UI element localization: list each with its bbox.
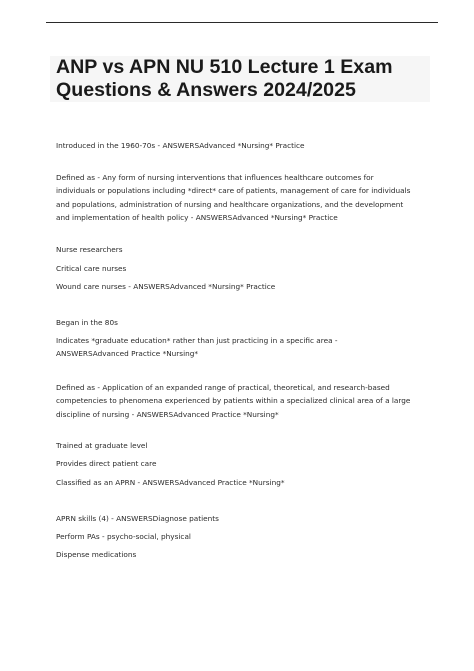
paragraph: Dispense medications xyxy=(56,550,137,559)
paragraph: Critical care nurses xyxy=(56,264,127,273)
document-title xyxy=(56,56,434,102)
paragraph: Defined as - Application of an expanded range of practical, theoretical, and research-based competencies to phenomena experienced by patients within a specialized clinical area of a large discipline of nursing - ANSWERSAdvanced Practice *Nursing* xyxy=(56,383,411,419)
paragraph: Introduced in the 1960-70s - ANSWERSAdvanced *Nursing* Practice xyxy=(56,141,305,150)
paragraph: Defined as - Any form of nursing interventions that influences healthcare outcomes for individuals or populations including *direct* care of patients, management of care for individuals and populations, administration of nursing and healthcare organizations, and the development and implementation of health policy - ANSWERSAdvanced *Nursing* Practice xyxy=(56,173,411,222)
paragraph: Trained at graduate level xyxy=(56,441,148,450)
paragraph: Wound care nurses - ANSWERSAdvanced *Nursing* Practice xyxy=(56,282,276,291)
paragraph: Classified as an APRN - ANSWERSAdvanced Practice *Nursing* xyxy=(56,478,285,487)
document-title-line-2: Questions & Answers 2024/2025 xyxy=(56,79,356,101)
paragraph: Perform PAs - psycho-social, physical xyxy=(56,532,191,541)
paragraph: APRN skills (4) - ANSWERSDiagnose patients xyxy=(56,514,219,523)
paragraph: Indicates *graduate education* rather than just practicing in a specific area - ANSWERSAdvanced Practice *Nursing* xyxy=(56,336,338,359)
paragraph: Began in the 80s xyxy=(56,318,118,327)
paragraph: Provides direct patient care xyxy=(56,459,157,468)
paragraph: Nurse researchers xyxy=(56,245,123,254)
document-title-line-1: ANP vs APN NU 510 Lecture 1 Exam xyxy=(56,56,393,78)
top-rule xyxy=(46,22,438,23)
